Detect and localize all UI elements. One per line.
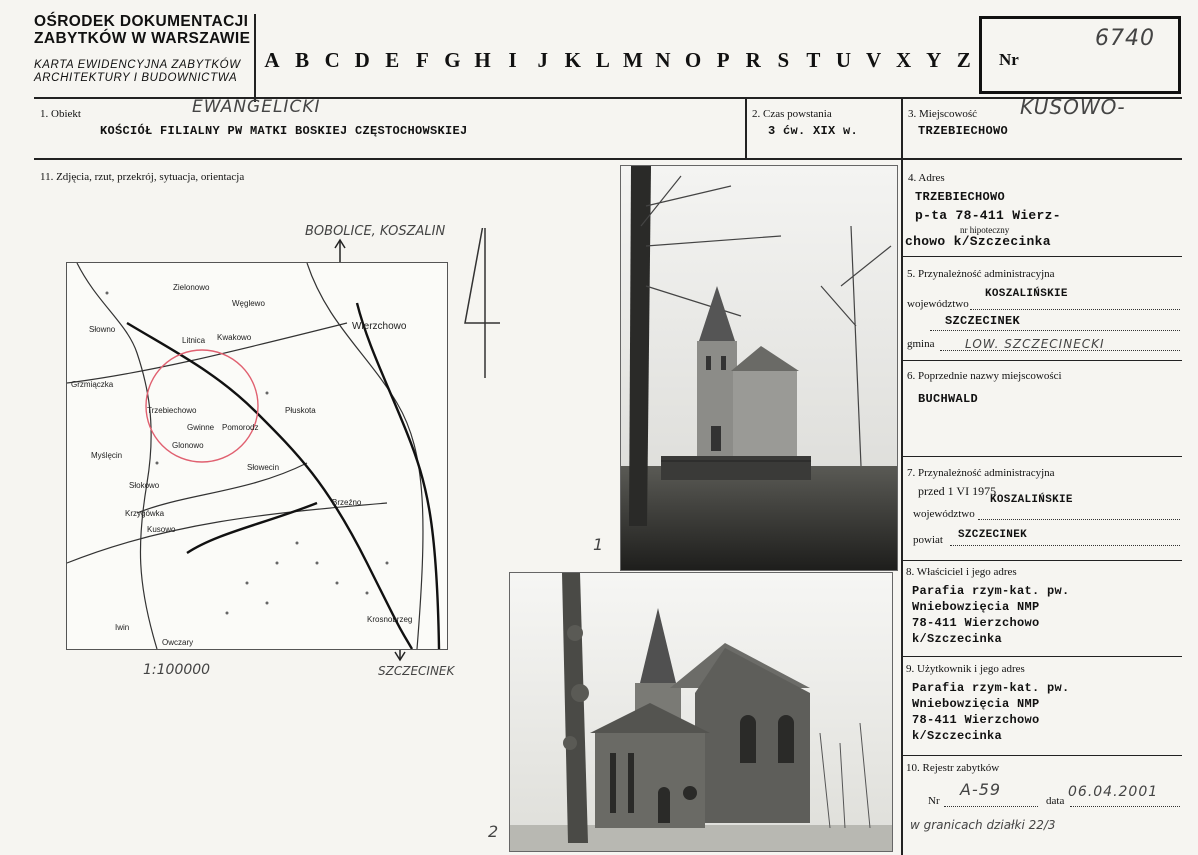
- photo-2: [509, 572, 893, 852]
- field-7-voivodeship-value: KOSZALIŃSKIE: [990, 494, 1073, 506]
- map-place-label: Krosnobrzeg: [367, 615, 413, 624]
- field-1-label: 1. Obiekt: [40, 108, 81, 120]
- rule-7: [902, 560, 1182, 561]
- index-letter: I: [508, 48, 517, 72]
- map-place-label: Iwin: [115, 623, 130, 632]
- map-place-label: Kwakowo: [217, 333, 252, 342]
- map-place-label: Brzeźno: [332, 498, 362, 507]
- index-letter: Y: [926, 48, 942, 72]
- map-place-label: Kusowo: [147, 525, 176, 534]
- address-line-3: chowo k/Szczecinka: [905, 234, 1051, 249]
- register-nr-dots: [944, 806, 1038, 807]
- map-place-label: Płuskota: [285, 406, 316, 415]
- number-value: 6740: [1095, 26, 1155, 51]
- location-map: [66, 262, 448, 650]
- field-3-value: TRZEBIECHOWO: [918, 124, 1009, 138]
- field-2-label: 2. Czas powstania: [752, 108, 832, 120]
- voivodeship-dots: [970, 309, 1180, 310]
- field-2-value: 3 ćw. XIX w.: [768, 124, 859, 138]
- rule-6: [902, 456, 1182, 457]
- rule-9: [902, 755, 1182, 756]
- user-line: k/Szczecinka: [912, 729, 1003, 743]
- card-type-line-2: ARCHITEKTURY I BUDOWNICTWA: [34, 72, 238, 84]
- index-letter: N: [655, 48, 671, 72]
- field-7-district-dots: [950, 545, 1180, 546]
- voivodeship-label: województwo: [907, 298, 969, 310]
- field-1-handwritten: EWANGELICKI: [192, 97, 321, 117]
- map-place-label: Trzebiechowo: [147, 406, 197, 415]
- divider-right-column: [901, 97, 903, 855]
- field-7-voivodeship-label: województwo: [913, 508, 975, 520]
- index-letter: B: [295, 48, 310, 72]
- owner-line: 78-411 Wierzchowo: [912, 616, 1040, 630]
- before-1975-label: przed 1 VI 1975: [918, 484, 997, 498]
- register-date-label: data: [1046, 795, 1065, 807]
- district-value: SZCZECINEK: [945, 314, 1021, 328]
- field-7-district-value: SZCZECINEK: [958, 529, 1028, 541]
- index-letter: A: [264, 48, 280, 72]
- index-letter: C: [324, 48, 340, 72]
- commune-label: gmina: [907, 338, 935, 350]
- index-letter: D: [354, 48, 370, 72]
- index-letter: G: [444, 48, 461, 72]
- owner-address: [912, 583, 1070, 647]
- register-nr-label: Nr: [928, 795, 940, 807]
- rule-5: [902, 360, 1182, 361]
- institution-line-2: ZABYTKÓW W WARSZAWIE: [34, 30, 251, 47]
- field-8-label: 8. Właściciel i jego adres: [906, 566, 1017, 578]
- index-letter: F: [415, 48, 429, 72]
- mortgage-number-label: nr hipoteczny: [960, 225, 1010, 235]
- field-3-label: 3. Miejscowość: [908, 108, 978, 120]
- map-place-label: Zielonowo: [173, 283, 210, 292]
- owner-line: Wniebowzięcia NMP: [912, 600, 1040, 614]
- number-label: Nr: [999, 50, 1019, 69]
- institution-line-1: OŚRODEK DOKUMENTACJI: [34, 13, 249, 30]
- map-scale: 1:100000: [143, 662, 211, 678]
- divider-1-2: [745, 97, 747, 159]
- index-letter: Z: [956, 48, 971, 72]
- index-letter: O: [684, 48, 702, 72]
- district-dots: [930, 330, 1180, 331]
- index-letter: L: [595, 48, 610, 72]
- register-nr-value: A-59: [960, 780, 1002, 799]
- field-7-district-label: powiat: [913, 534, 943, 546]
- index-letter: R: [745, 48, 761, 72]
- map-labels: [67, 263, 447, 649]
- field-10-label: 10. Rejestr zabytków: [906, 762, 1000, 774]
- rule-row1: [34, 158, 1182, 160]
- photo-2-number: 2: [488, 822, 500, 841]
- address-line-2: p-ta 78-411 Wierz-: [915, 208, 1061, 223]
- card-type: [34, 59, 241, 85]
- index-letter: E: [385, 48, 400, 72]
- map-place-label: Słowno: [89, 325, 116, 334]
- field-3-handwritten: KUSOWO-: [1020, 95, 1126, 119]
- voivodeship-value: KOSZALIŃSKIE: [985, 288, 1068, 300]
- card-type-line-1: KARTA EWIDENCYJNA ZABYTKÓW: [34, 59, 241, 71]
- address-line-1: TRZEBIECHOWO: [915, 190, 1006, 204]
- map-south-destination: SZCZECINEK: [378, 664, 455, 678]
- index-letter: S: [777, 48, 790, 72]
- field-4-label: 4. Adres: [908, 172, 945, 184]
- field-6-label: 6. Poprzednie nazwy miejscowości: [907, 370, 1062, 382]
- index-letter: U: [835, 48, 852, 72]
- map-place-label: Słowecin: [247, 463, 280, 472]
- map-place-label: Grzmiączka: [71, 380, 114, 389]
- user-address: [912, 680, 1070, 744]
- map-place-label: Wierzchowo: [352, 321, 407, 332]
- map-place-label: Glonowo: [172, 441, 204, 450]
- index-letter: P: [716, 48, 730, 72]
- rule-4: [902, 256, 1182, 257]
- owner-line: Parafia rzym-kat. pw.: [912, 584, 1070, 598]
- user-line: 78-411 Wierzchowo: [912, 713, 1040, 727]
- index-letter: K: [564, 48, 581, 72]
- field-9-label: 9. Użytkownik i jego adres: [906, 663, 1025, 675]
- field-11-label: 11. Zdjęcia, rzut, przekrój, sytuacja, orientacja: [40, 171, 245, 183]
- map-place-label: Litnica: [182, 336, 206, 345]
- index-letter: H: [474, 48, 491, 72]
- map-place-label: Gwinne: [187, 423, 215, 432]
- index-alphabet: [258, 48, 978, 73]
- owner-line: k/Szczecinka: [912, 632, 1003, 646]
- map-place-label: Myślęcin: [91, 451, 123, 460]
- user-line: Parafia rzym-kat. pw.: [912, 681, 1070, 695]
- rule-8: [902, 656, 1182, 657]
- photo-1-number: 1: [593, 535, 605, 554]
- map-place-label: Owczary: [162, 638, 194, 647]
- register-date-value: 06.04.2001: [1068, 784, 1159, 800]
- index-letter: J: [537, 48, 548, 72]
- field-1-value: KOŚCIÓŁ FILIALNY PW MATKI BOSKIEJ CZĘSTOCHOWSKIEJ: [100, 124, 468, 138]
- map-place-label: Słokowo: [129, 481, 160, 490]
- user-line: Wniebowzięcia NMP: [912, 697, 1040, 711]
- header-divider: [254, 14, 256, 102]
- index-letter: V: [865, 48, 882, 72]
- map-place-label: Krzygówka: [125, 509, 165, 518]
- commune-value: LOW. SZCZECINECKI: [965, 337, 1105, 351]
- institution-name: [34, 13, 250, 47]
- field-5-label: 5. Przynależność administracyjna: [907, 268, 1055, 280]
- map-place-label: Pomorodz: [222, 423, 259, 432]
- index-letter: T: [806, 48, 821, 72]
- index-letter: X: [896, 48, 912, 72]
- field-7-voivodeship-dots: [978, 519, 1180, 520]
- index-letter: M: [623, 48, 643, 72]
- map-place-label: Węglewo: [232, 299, 265, 308]
- register-note: w granicach działki 22/3: [910, 818, 1056, 832]
- field-7-label: 7. Przynależność administracyjna: [907, 467, 1055, 479]
- map-north-destination: BOBOLICE, KOSZALIN: [305, 224, 446, 239]
- former-name-value: BUCHWALD: [918, 392, 979, 406]
- photo-1: [620, 165, 898, 571]
- register-date-dots: [1070, 806, 1180, 807]
